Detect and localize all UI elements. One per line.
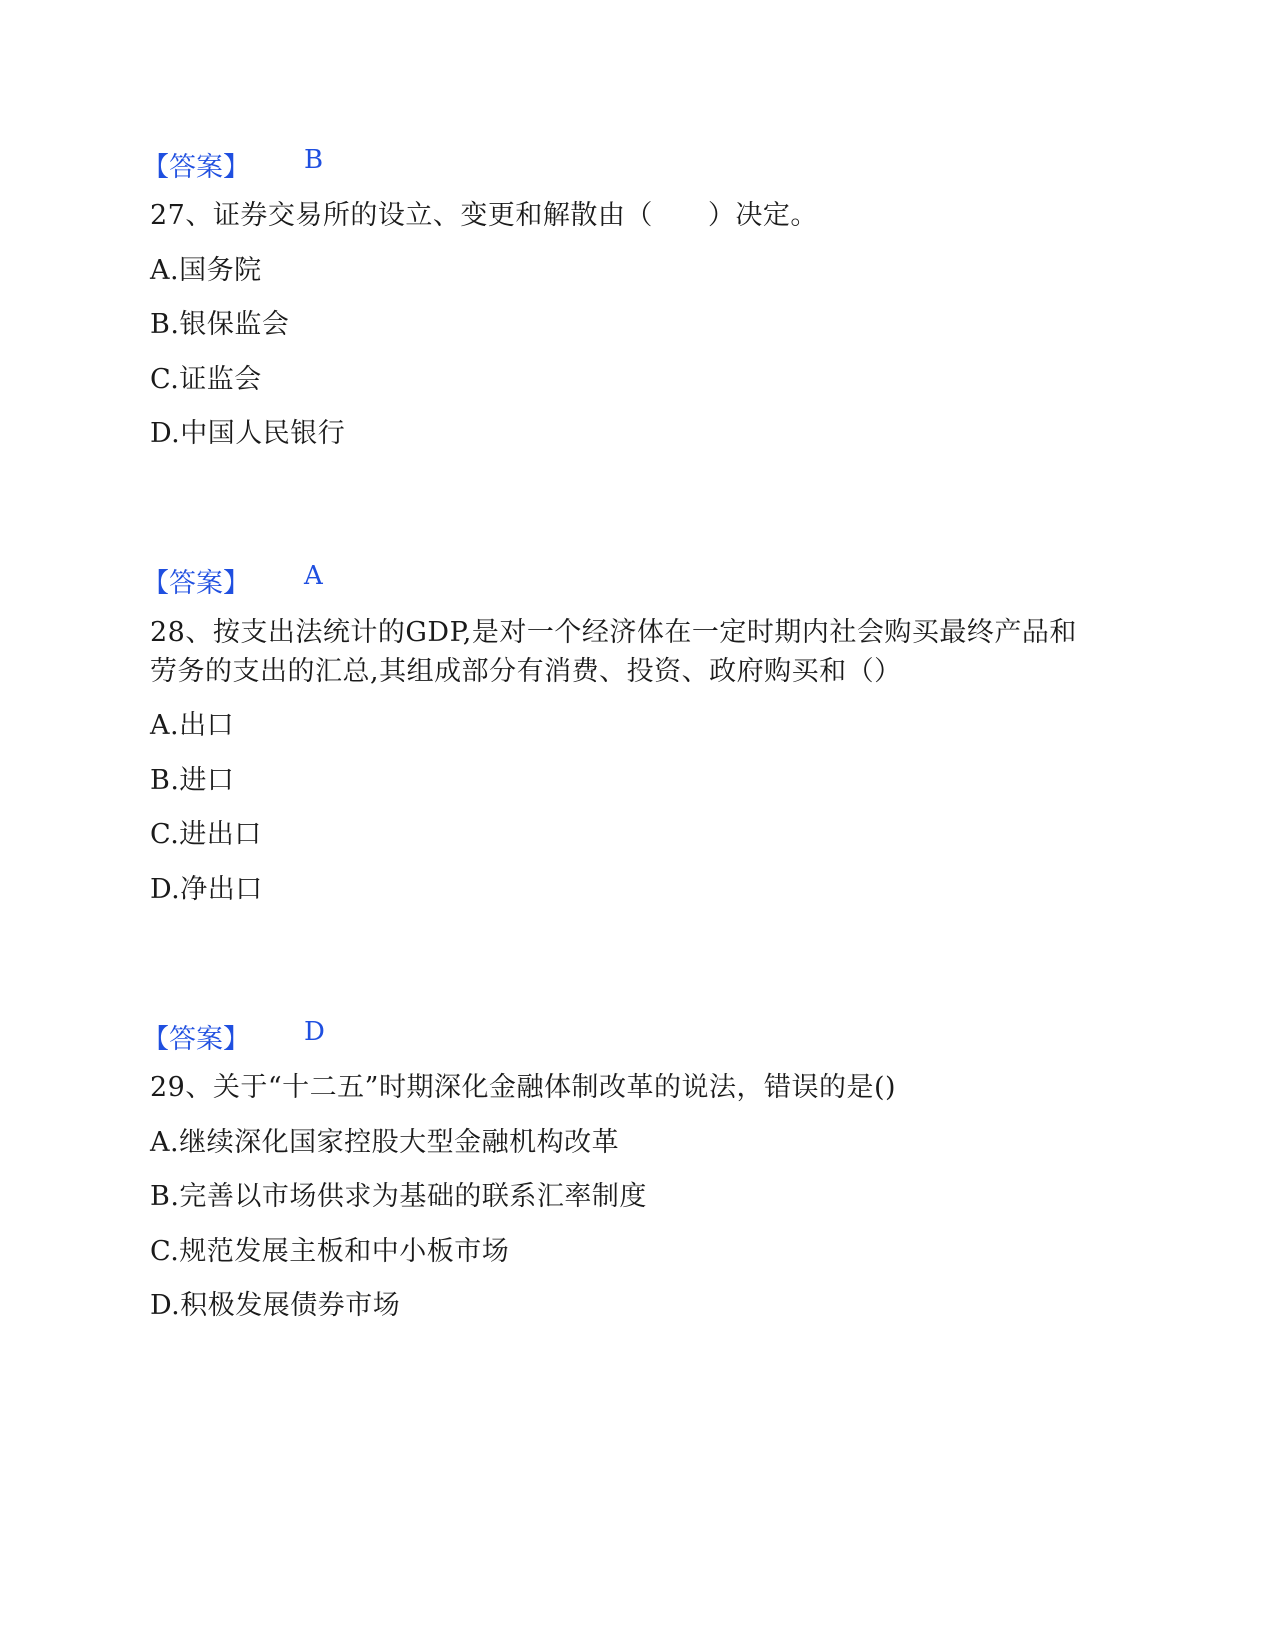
question-stem-line-2: 劳务的支出的汇总,其组成部分有消费、投资、政府购买和（） bbox=[150, 656, 902, 687]
answer-label: 【答案】 bbox=[142, 152, 250, 183]
option-b: B.银保监会 bbox=[150, 309, 290, 340]
option-c: C.进出口 bbox=[150, 819, 262, 850]
answer-value: B bbox=[304, 145, 324, 175]
option-d: D.中国人民银行 bbox=[150, 418, 346, 449]
question-stem: 27、证券交易所的设立、变更和解散由（ ）决定。 bbox=[150, 200, 818, 231]
question-stem-line-1: 28、按支出法统计的GDP,是对一个经济体在一定时期内社会购买最终产品和 bbox=[150, 617, 1077, 648]
answer-label: 【答案】 bbox=[142, 1024, 250, 1055]
option-c: C.证监会 bbox=[150, 364, 262, 395]
answer-label: 【答案】 bbox=[142, 568, 250, 599]
answer-block bbox=[142, 1017, 442, 1055]
option-b: B.完善以市场供求为基础的联系汇率制度 bbox=[150, 1181, 647, 1212]
answer-block bbox=[142, 145, 442, 183]
option-a: A.国务院 bbox=[150, 255, 262, 286]
answer-value: D bbox=[304, 1017, 325, 1047]
option-d: D.积极发展债券市场 bbox=[150, 1290, 401, 1321]
question-stem: 29、关于“十二五”时期深化金融体制改革的说法，错误的是() bbox=[150, 1072, 897, 1103]
option-a: A.出口 bbox=[150, 710, 235, 741]
answer-value: A bbox=[304, 561, 323, 591]
option-a: A.继续深化国家控股大型金融机构改革 bbox=[150, 1127, 620, 1158]
option-b: B.进口 bbox=[150, 765, 235, 796]
option-d: D.净出口 bbox=[150, 874, 263, 905]
answer-block bbox=[142, 561, 442, 599]
option-c: C.规范发展主板和中小板市场 bbox=[150, 1236, 510, 1267]
